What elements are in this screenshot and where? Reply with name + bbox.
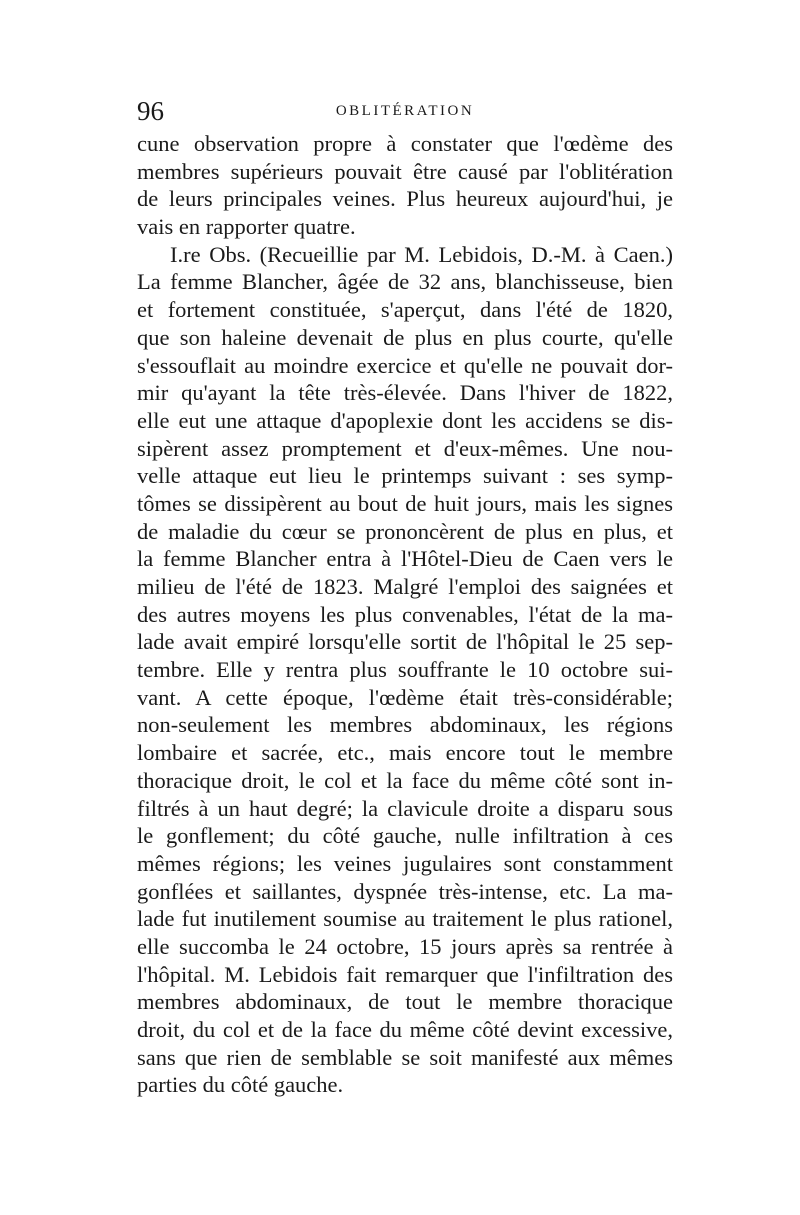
- text-line: vais en rapporter quatre.: [137, 214, 356, 240]
- text-line: lade avait empiré lorsqu'elle sortit de l'hôpital le 25 sep-: [137, 629, 673, 655]
- text-line: elle succomba le 24 octobre, 15 jours après sa rentrée à: [137, 933, 673, 959]
- text-line: tômes se dissipèrent au bout de huit jours, mais les signes: [137, 490, 673, 516]
- text-line: gonflées et saillantes, dyspnée très-intense, etc. La ma-: [137, 878, 673, 904]
- text-line: le gonflement; du côté gauche, nulle infiltration à ces: [137, 823, 673, 849]
- text-line: cune observation propre à constater que l'œdème des: [137, 131, 673, 156]
- text-line: mêmes régions; les veines jugulaires sont constamment: [137, 850, 673, 876]
- text-line: de maladie du cœur se prononcèrent de plus en plus, et: [137, 518, 673, 544]
- text-line: La femme Blancher, âgée de 32 ans, blanchisseuse, bien: [137, 269, 673, 295]
- text-line: vant. A cette époque, l'œdème était très-considérable;: [137, 684, 673, 710]
- page-header: [135, 94, 675, 128]
- running-title: OBLITÉRATION: [335, 103, 475, 119]
- text-line: tembre. Elle y rentra plus souffrante le 10 octobre sui-: [137, 657, 673, 683]
- text-line: filtrés à un haut degré; la clavicule droite a disparu sous: [137, 795, 673, 821]
- text-line: non-seulement les membres abdominaux, les régions: [137, 712, 673, 738]
- text-line: milieu de l'été de 1823. Malgré l'emploi des saignées et: [137, 574, 673, 599]
- text-line: membres supérieurs pouvait être causé par l'oblitération: [137, 158, 673, 184]
- text-line: membres abdominaux, de tout le membre thoracique: [137, 989, 673, 1015]
- text-line: la femme Blancher entra à l'Hôtel-Dieu de Caen vers le: [137, 546, 673, 572]
- page-number: 96: [137, 96, 164, 126]
- text-line: l'hôpital. M. Lebidois fait remarquer que l'infiltration des: [137, 961, 673, 987]
- body-text: [137, 130, 673, 1099]
- text-line: lombaire et sacrée, etc., mais encore tout le membre: [137, 740, 673, 766]
- text-line: droit, du col et de la face du même côté devint excessive,: [137, 1017, 673, 1042]
- text-line: des autres moyens les plus convenables, l'état de la ma-: [137, 601, 673, 627]
- observation-heading: I.re Obs. (Recueillie par M. Lebidois, D.-M. à Caen.): [170, 241, 673, 267]
- text-line: velle attaque eut lieu le printemps suivant : ses symp-: [137, 463, 673, 489]
- text-line: elle eut une attaque d'apoplexie dont les accidens se dis-: [137, 407, 673, 433]
- text-line: sipèrent assez promptement et d'eux-mêmes. Une nou-: [137, 435, 673, 461]
- text-line: que son haleine devenait de plus en plus courte, qu'elle: [137, 324, 673, 350]
- text-line: thoracique droit, le col et la face du même côté sont in-: [137, 767, 673, 793]
- text-line: lade fut inutilement soumise au traitement le plus rationel,: [137, 906, 673, 932]
- text-line: parties du côté gauche.: [137, 1072, 344, 1098]
- text-line: sans que rien de semblable se soit manifesté aux mêmes: [137, 1044, 673, 1070]
- text-line: mir qu'ayant la tête très-élevée. Dans l'hiver de 1822,: [137, 380, 673, 406]
- text-line: s'essouflait au moindre exercice et qu'elle ne pouvait dor-: [137, 352, 673, 378]
- text-line: de leurs principales veines. Plus heureux aujourd'hui, je: [137, 186, 673, 212]
- text-line: et fortement constituée, s'aperçut, dans l'été de 1820,: [137, 297, 673, 323]
